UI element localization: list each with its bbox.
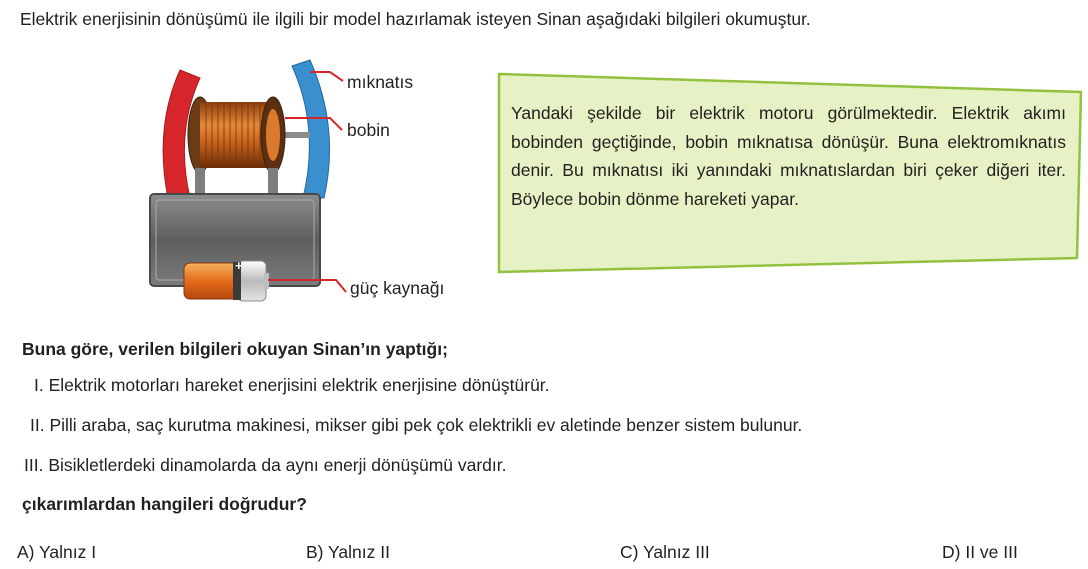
right-magnet [292, 60, 330, 198]
question-stem: Buna göre, verilen bilgileri okuyan Sinan’ın yaptığı; [22, 339, 448, 359]
statement-text: Pilli araba, saç kurutma makinesi, mikser gibi pek çok elektrikli ev aletinde benzer sistem bulunur. [49, 415, 803, 435]
magnet-label: mıknatıs [347, 72, 414, 92]
option-c[interactable]: C) Yalnız III [620, 542, 710, 562]
question-closing: çıkarımlardan hangileri doğrudur? [22, 494, 307, 514]
option-d[interactable]: D) II ve III [942, 542, 1018, 562]
statement-number: I. [34, 375, 44, 395]
coil-label: bobin [347, 120, 390, 140]
statement-text: Elektrik motorları hareket enerjisini elektrik enerjisine dönüştürür. [48, 375, 550, 395]
electric-motor-illustration [140, 58, 480, 308]
statement-number: III. [24, 455, 44, 475]
option-a[interactable]: A) Yalnız I [17, 542, 97, 562]
info-box [497, 72, 1083, 274]
battery-body [184, 263, 240, 299]
statement-text: Bisikletlerdeki dinamolarda da aynı enerji dönüşümü vardır. [48, 455, 507, 475]
coil-support-left [195, 168, 205, 196]
statement-2 [30, 415, 802, 436]
statement-3 [24, 455, 507, 476]
battery-plus-sign: + [235, 258, 243, 273]
electric-motor-figure [140, 58, 480, 308]
option-b[interactable]: B) Yalnız II [306, 542, 390, 562]
question-intro: Elektrik enerjisinin dönüşümü ile ilgili bir model hazırlamak isteyen Sinan aşağıdaki bilgileri okumuştur. [20, 9, 811, 29]
coil-support-right [268, 168, 278, 196]
coil-right-face [266, 109, 280, 161]
info-box-text: Yandaki şekilde bir elektrik motoru görülmektedir. Elektrik akımı bobinden geçtiğinde, bobin mıknatısa dönüşür. Buna elektromıknatıs denir. Bu mıknatısı iki yanındaki mıknatıslardan biri çeker diğeri iter. Böylece bobin dönme hareketi yapar. [511, 103, 1066, 209]
statement-number: II. [30, 415, 45, 435]
power-source-label: güç kaynağı [350, 278, 445, 298]
statement-1 [34, 375, 550, 396]
